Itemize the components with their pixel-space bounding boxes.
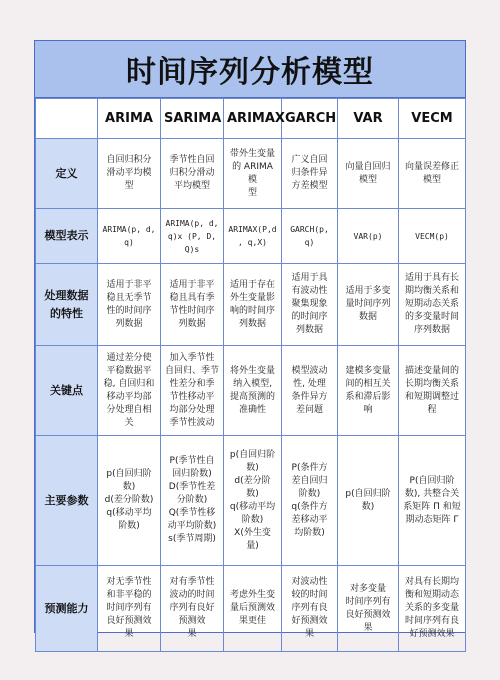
table-cell: 加入季节性 自回归、季节 性差分和季 节性移动平 均部分处理 季节性波动 (161, 346, 224, 436)
row-main-parameters (36, 436, 466, 566)
table-cell: 建模多变量 间的相互关 系和滞后影 响 (338, 346, 399, 436)
table-cell: 适用于具 有波动性 聚集现象 的时间序 列数据 (282, 264, 338, 346)
table-cell: 通过差分使 平稳数据平 稳, 自回归和 移动平均部 分处理自相 关 (98, 346, 161, 436)
table-cell: ARIMAX(P,d , q,X) (224, 209, 282, 264)
table-cell: ARIMA(p, d, q) (98, 209, 161, 264)
table-cell: 广义自回 归条件异 方差模型 (282, 139, 338, 209)
table-cell: 适用于存在 外生变量影 响的时间序 列数据 (224, 264, 282, 346)
page-title: 时间序列分析模型 (126, 55, 374, 90)
row-label-main-parameters: 主要参数 (36, 436, 98, 566)
row-label-definition: 定义 (36, 139, 98, 209)
table-cell: 自回归积分 滑动平均模 型 (98, 139, 161, 209)
row-label-data-characteristics: 处理数据 的特性 (36, 264, 98, 346)
table-cell: 描述变量间的 长期均衡关系 和短期调整过 程 (399, 346, 466, 436)
row-label-key-points: 关键点 (36, 346, 98, 436)
table-cell: P(条件方 差自回归 阶数) q(条件方 差移动平 均阶数) (282, 436, 338, 566)
table-cell: 向量自回归 模型 (338, 139, 399, 209)
table-cell: 季节性自回 归积分滑动 平均模型 (161, 139, 224, 209)
row-label-forecasting-ability: 预测能力 (36, 566, 98, 652)
column-header-garch: GARCH (282, 99, 338, 139)
row-label-notation: 模型表示 (36, 209, 98, 264)
table-cell: 带外生变量 的 ARIMA 模 型 (224, 139, 282, 209)
column-header-sarima: SARIMA (161, 99, 224, 139)
table-cell: P(季节性自 回归阶数) D(季节性差 分阶数) Q(季节性移 动平均阶数) s(季节周期) (161, 436, 224, 566)
corner-cell (36, 99, 98, 139)
table-cell: 适用于具有长 期均衡关系和 短期动态关系 的多变量时间 序列数据 (399, 264, 466, 346)
row-notation (36, 209, 466, 264)
table-cell: P(自回归阶 数), 共整合关 系矩阵 Π 和短 期动态矩阵 Γ (399, 436, 466, 566)
table-cell: 适用于非平 稳且具有季 节性时间序 列数据 (161, 264, 224, 346)
table-cell: 适用于多变 量时间序列 数据 (338, 264, 399, 346)
table-cell: VAR(p) (338, 209, 399, 264)
comparison-table (35, 98, 466, 652)
title-banner (35, 41, 465, 98)
table-cell: 对多变量 时间序列有 良好预测效 果 (338, 566, 399, 652)
table-cell: p(自回归阶 数) d(差分阶 数) q(移动平均 阶数) X(外生变 量) (224, 436, 282, 566)
column-header-vecm: VECM (399, 99, 466, 139)
column-header-var: VAR (338, 99, 399, 139)
row-key-points (36, 346, 466, 436)
header-row (36, 99, 466, 139)
table-cell: 向量误差修正 模型 (399, 139, 466, 209)
table-cell: 模型波动 性, 处理 条件异方 差问题 (282, 346, 338, 436)
table-cell: 对具有长期均 衡和短期动态 关系的多变量 时间序列有良 好预测效果 (399, 566, 466, 652)
table-cell: p(自回归阶 数) d(差分阶数) q(移动平均 阶数) (98, 436, 161, 566)
table-cell: 对波动性 较的时间 序列有良 好预测效 果 (282, 566, 338, 652)
table-cell: 考虑外生变 量后预测效 果更佳 (224, 566, 282, 652)
table-cell: 适用于非平 稳且无季节 性的时间序 列数据 (98, 264, 161, 346)
table-cell: 对有季节性 波动的时间 序列有良好 预测效 果 (161, 566, 224, 652)
model-comparison-sheet (34, 40, 466, 639)
row-forecasting-ability (36, 566, 466, 652)
column-header-arima: ARIMA (98, 99, 161, 139)
table-cell: 对无季节性 和非平稳的 时间序列有 良好预测效 果 (98, 566, 161, 652)
column-header-arimax: ARIMAX (224, 99, 282, 139)
table-cell: GARCH(p, q) (282, 209, 338, 264)
row-data-characteristics (36, 264, 466, 346)
table-cell: p(自回归阶 数) (338, 436, 399, 566)
row-definition (36, 139, 466, 209)
table-cell: VECM(p) (399, 209, 466, 264)
table-cell: ARIMA(p, d, q)x (P, D, Q)s (161, 209, 224, 264)
table-cell: 将外生变量 纳入模型, 提高预测的 准确性 (224, 346, 282, 436)
